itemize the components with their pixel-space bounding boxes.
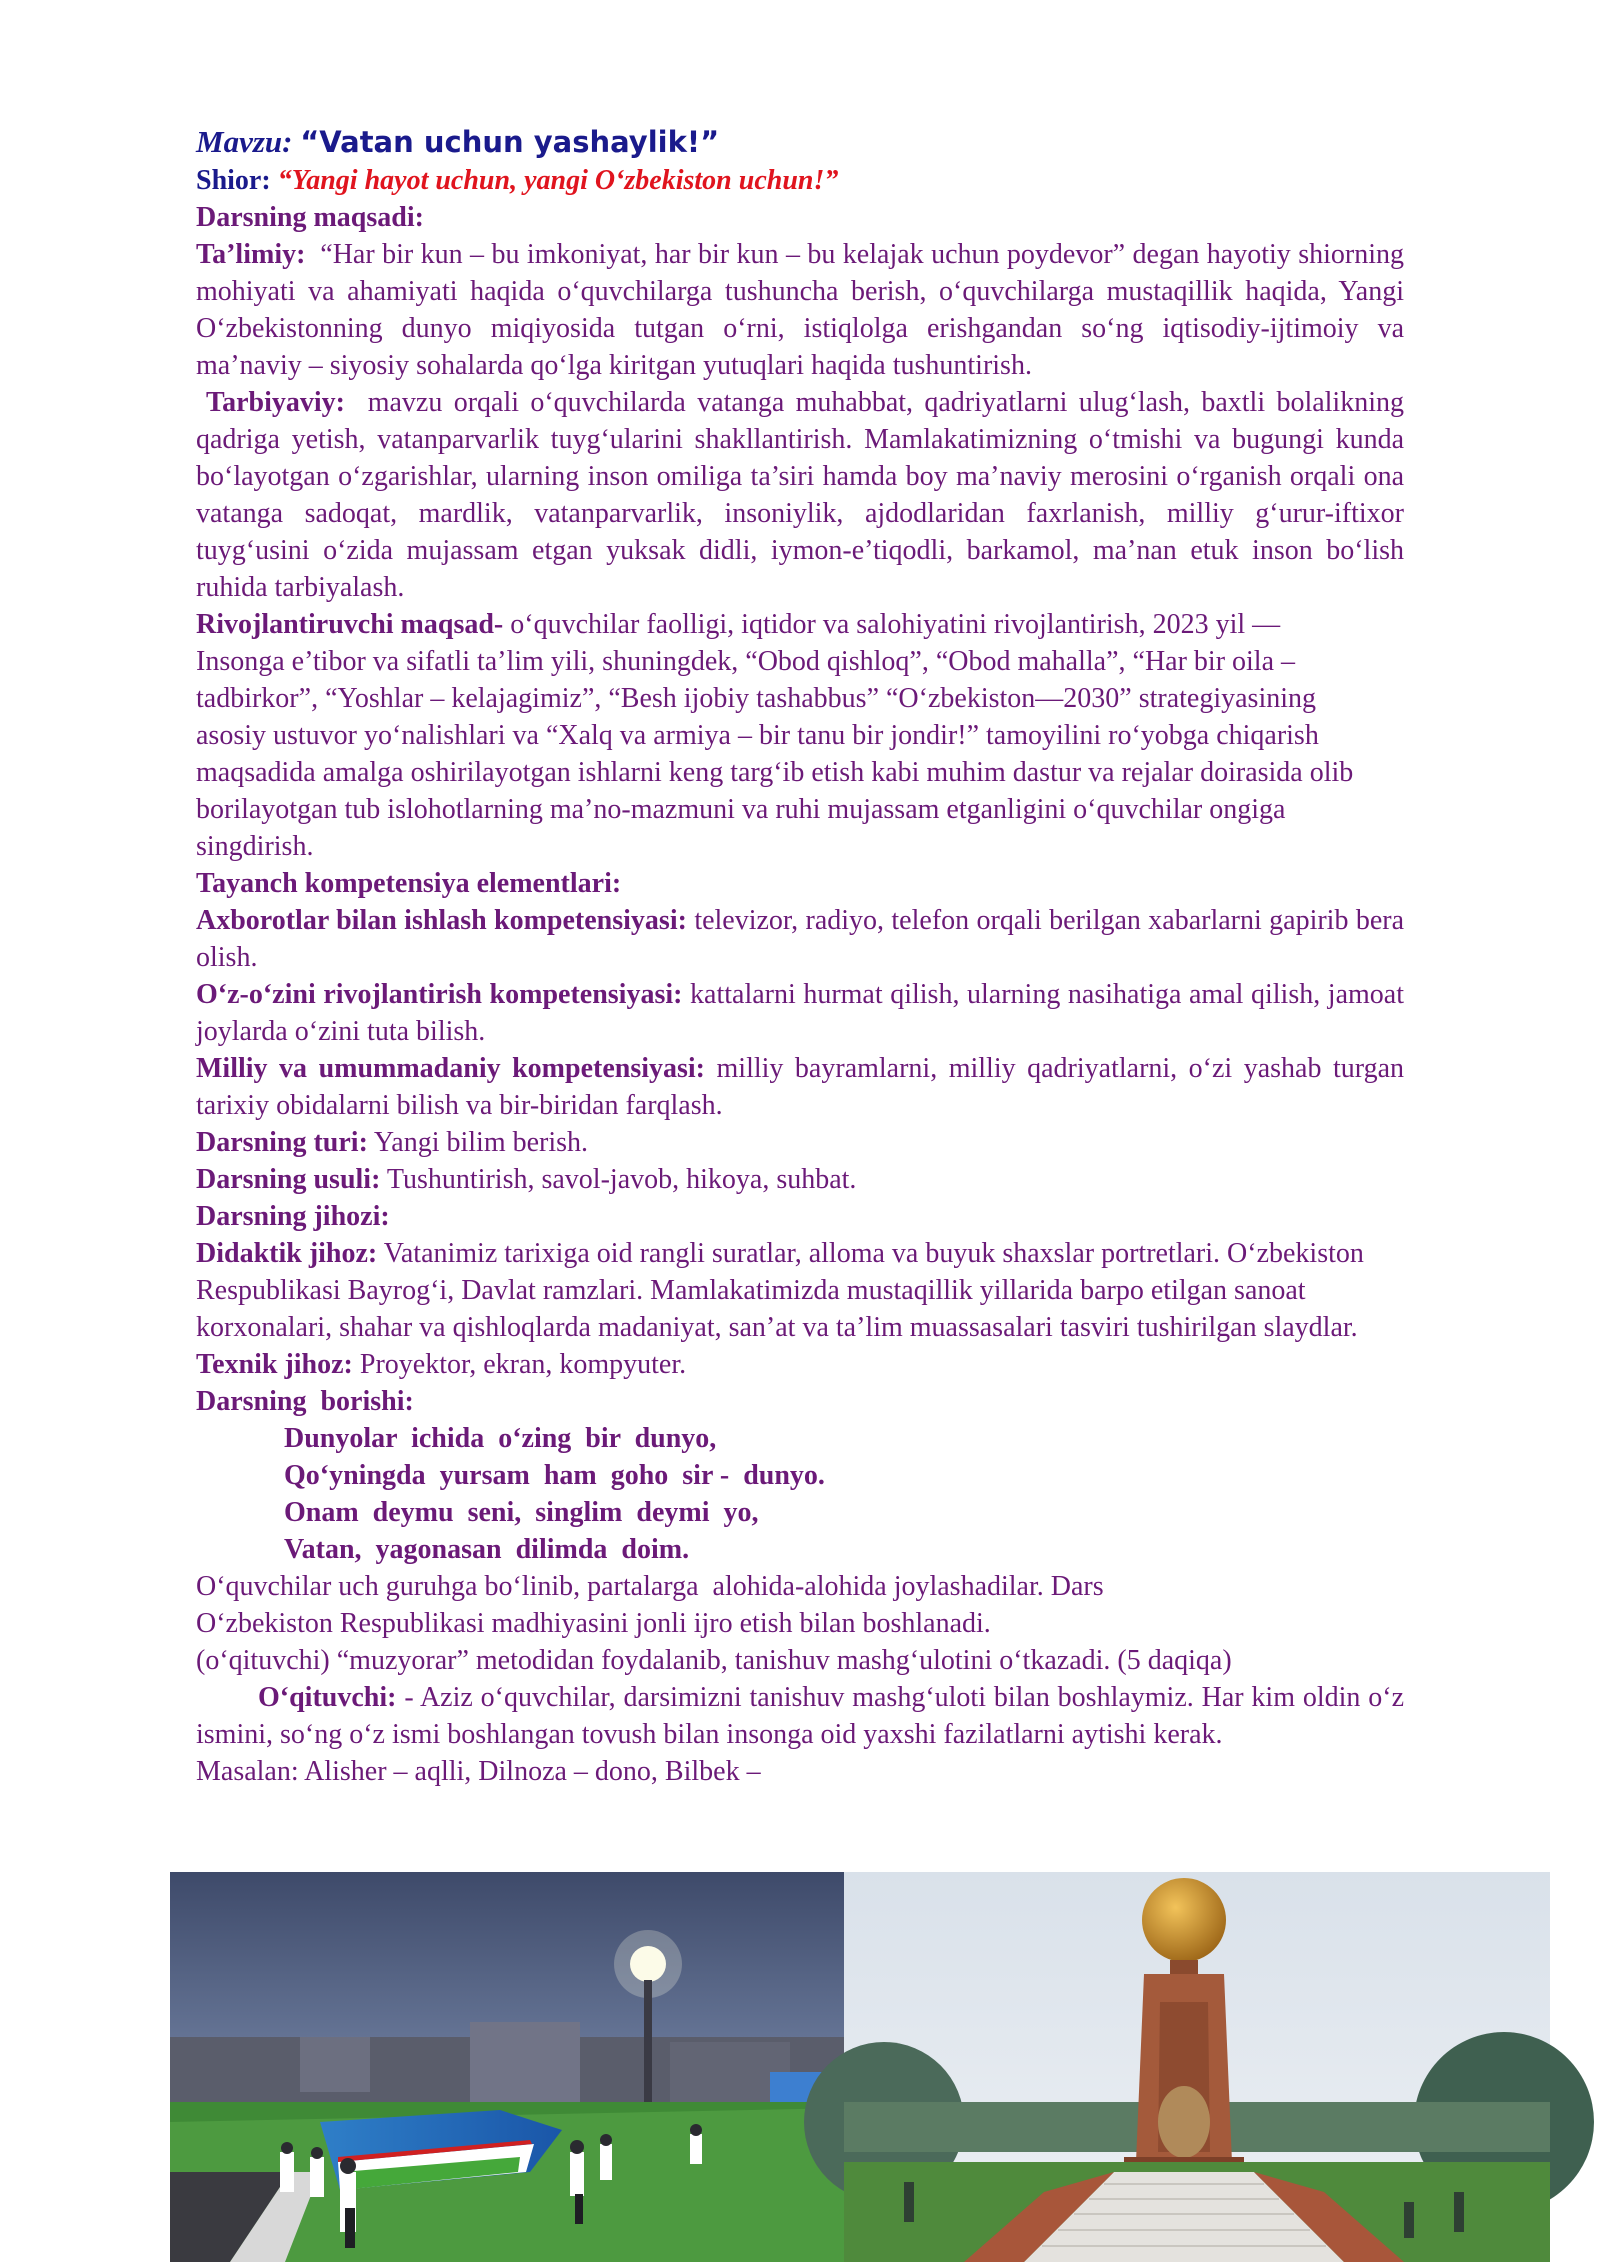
body-line: O‘zbekiston Respublikasi madhiyasini jonli ijro etish bilan boshlanadi. [196,1608,991,1639]
flag-parade-image [170,1872,848,2262]
lesson-type-text: Yangi bilim berish. [373,1127,589,1158]
teacher-paragraph [196,1679,1404,1753]
poem-line: Onam deymu seni, singlim deymi yo, [284,1497,759,1528]
progress-heading: Darsning borishi: [196,1386,414,1417]
didactic-paragraph [196,1235,1404,1346]
equipment-heading: Darsning jihozi: [196,1201,390,1232]
technical-text: Proyektor, ekran, kompyuter. [359,1349,687,1380]
upbringing-paragraph [196,384,1404,606]
didactic-text: Vatanimiz tarixiga oid rangli suratlar, alloma va buyuk shaxslar portretlari. O‘zbekiston Respublikasi Bayrog‘i, Davlat ramzlari. Mamlakatimizda mustaqillik yillarida barpo etilgan sanoat korxonalari, shahar va qishloqlarda madaniyat, san’at va ta’lim muassasalari tasviri tushirilgan slaydlar. [196,1238,1364,1343]
topic-label: Mavzu: [196,124,293,159]
slogan-text: “Yangi hayot uchun, yangi O‘zbekiston uchun!” [277,165,839,196]
educational-text: “Har bir kun – bu imkoniyat, har bir kun – bu kelajak uchun poydevor” degan hayotiy shiorning mohiyati va ahamiyati haqida o‘quvchilarga tushuncha berish, o‘quvchilarga mustaqillik haqida, Yangi O‘zbekistonning dunyo miqiyosida tutgan o‘rni, istiqlolga erishgandan so‘ng iqtisodiy-ijtimoiy va ma’naviy – siyosiy sohalarda qo‘lga kiritgan yutuqlari haqida tushuntirish. [196,239,1404,381]
poem-line: Qo‘yningda yursam ham goho sir - dunyo. [284,1460,825,1491]
educational-label: Ta’limiy: [196,239,306,270]
flag-parade-photo [170,1872,848,2262]
goal-heading: Darsning maqsadi: [196,202,424,233]
competency-item [196,902,1404,976]
developmental-text: o‘quvchilar faolligi, iqtidor va salohiyatini rivojlantirish, 2023 yil — Insonga e’tibor va sifatli ta’lim yili, shuningdek, “Obod qishloq”, “Obod mahalla”, “Har bir oila – tadbirkor”, “Yoshlar – kelajagimiz”, “Besh ijobiy tashabbus” “O‘zbekiston—2030” strategiyasining asosiy ustuvor yo‘nalishlari va “Xalq va armiya – bir tanu bir jondir!” tamoyilini ro‘yobga chiqarish maqsadida amalga oshirilayotgan ishlarni keng targ‘ib etish kabi muhim dastur va rejalar doirasida olib borilayotgan tub islohotlarning ma’no-mazmuni va ruhi mujassam etganligini o‘quvchilar ongiga singdirish. [196,609,1354,862]
upbringing-label: Tarbiyaviy: [206,387,345,418]
developmental-label: Rivojlantiruvchi maqsad- [196,609,504,640]
competencies-heading: Tayanch kompetensiya elementlari: [196,868,622,899]
competency-label: O‘z-o‘zini rivojlantirish kompetensiyasi: [196,979,683,1010]
developmental-paragraph [196,606,1404,865]
competency-text: milliy bayramlarni, milliy qadriyatlarni, o‘zi yashab turgan tarixiy obidalarni bilish va bir-biridan farqlash. [196,1053,1405,1121]
upbringing-text: mavzu orqali o‘quvchilarda vatanga muhabbat, qadriyatlarni ulug‘lash, baxtli bolalikning qadriga yetish, vatanparvarlik tuyg‘ularini shakllantirish. Mamlakatimizning o‘tmishi va bugungi kunda bo‘layotgan o‘zgarishlar, ularning inson omiliga ta’siri hamda boy ma’naviy merosini o‘rganish orqali ona vatanga sadoqat, mardlik, vatanparvarlik, insoniylik, ajdodlaridan faxrlanish, milliy g‘urur-iftixor tuyg‘usini o‘zida mujassam etgan yuksak didli, iymon-e’tiqodli, barkamol, ma’nan etuk inson bo‘lish ruhida tarbiyalash. [196,387,1404,603]
lesson-method-text: Tushuntirish, savol-javob, hikoya, suhbat. [386,1164,857,1195]
independence-monument-photo [844,1872,1550,2262]
poem-line: Dunyolar ichida o‘zing bir dunyo, [284,1423,717,1454]
slogan-label: Shior: [196,165,271,196]
educational-paragraph [196,236,1404,384]
lesson-method-line [196,1161,1404,1198]
lesson-type-label: Darsning turi: [196,1127,368,1158]
competency-text: televizor, radiyo, telefon orqali berilgan xabarlarni gapirib bera olish. [196,905,1405,973]
competency-text: kattalarni hurmat qilish, ularning nasihatiga amal qilish, jamoat joylarda o‘zini tuta bilish. [196,979,1404,1047]
teacher-text: - Aziz o‘quvchilar, darsimizni tanishuv mashg‘uloti bilan boshlaymiz. Har kim oldin o‘z ismini, so‘ng o‘z ismi boshlangan tovush bilan insonga oid yaxshi fazilatlarni aytishi kerak. [196,1682,1405,1750]
cut-off-line: Masalan: Alisher – aqlli, Dilnoza – dono, Bilbek – [196,1756,761,1787]
topic-title: “Vatan uchun yashaylik!” [300,125,720,159]
lesson-type-line [196,1124,1404,1161]
body-line: O‘quvchilar uch guruhga bo‘linib, partalarga alohida-alohida joylashadilar. Dars [196,1571,1104,1602]
competency-item [196,1050,1404,1124]
competency-label: Milliy va umummadaniy kompetensiyasi: [196,1053,706,1084]
lesson-method-label: Darsning usuli: [196,1164,381,1195]
competency-item [196,976,1404,1050]
teacher-label: O‘qituvchi: [258,1682,397,1713]
body-line: (o‘qituvchi) “muzyorar” metodidan foydalanib, tanishuv mashg‘ulotini o‘tkazadi. (5 daqiqa) [196,1645,1232,1676]
monument-image [844,1872,1550,2262]
photo-strip [170,1872,1550,2262]
topic-line [196,122,1404,162]
poem-line: Vatan, yagonasan dilimda doim. [284,1534,690,1565]
lesson-text [196,122,1405,1787]
competency-label: Axborotlar bilan ishlash kompetensiyasi: [196,905,687,936]
didactic-label: Didaktik jihoz: [196,1238,378,1269]
technical-label: Texnik jihoz: [196,1349,353,1380]
technical-line [196,1346,1404,1383]
slogan-line [196,162,1404,199]
